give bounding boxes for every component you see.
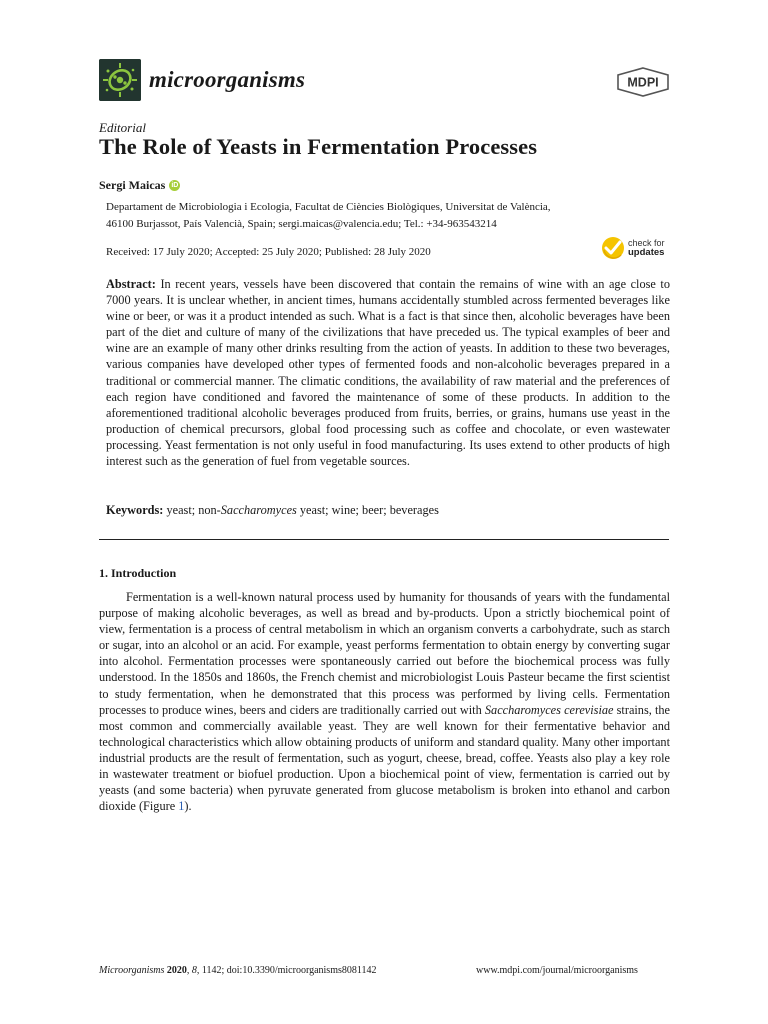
keywords-text: yeast; wine; beer; beverages: [299, 503, 439, 517]
species-name: Saccharomyces cerevisiae: [484, 702, 614, 717]
keywords-text: yeast; non-: [166, 503, 221, 517]
citation-footer: Microorganisms 2020, 8, 1142; doi:10.3390/microorganisms8081142: [99, 965, 377, 976]
affiliation-line: Departament de Microbiologia i Ecologia, Facultat de Ciències Biològiques, Universitat de València,: [106, 201, 551, 213]
paragraph: [99, 589, 670, 814]
article-type: Editorial: [99, 120, 146, 135]
abstract-text: In recent years, vessels have been discovered that contain the remains of wine with an age close to 7000 years. It is unclear whether, in ancient times, humans accidentally stumbled across fermented beverages like wine or beer, or was it a product intended as such. What is a fact is that since then, alcoholic beverages have been part of the diet and culture of many of the civilizations that have preceded us. The typical examples of beer and wine are an example of many other drinks resulting from the action of yeasts. In addition to these two beverages, various companies have developed other types of fermented foods and non-alcoholic beverages prepared in a traditional or commercial manner. The climatic conditions, the availability of raw material and the preferences of each region have conditioned and favored the maintenance of some of these products. In addition to the aforementioned traditional alcoholic beverages produced from fruits, berries, or grains, humans use yeast in the production of chemical precursors, global food processing such as coffee and chocolate, or even wastewater processing. Yeast fermentation is not only useful in food manufacturing. Its uses extend to other products of high interest such as the generation of fuel from vegetable sources.: [106, 277, 670, 469]
publisher-name: MDPI: [627, 75, 659, 90]
footer-volume: 8: [191, 965, 197, 976]
journal-logo-icon[interactable]: [99, 59, 141, 101]
author: [99, 178, 180, 193]
footer-year: 2020: [166, 965, 187, 976]
abstract: [106, 276, 670, 469]
footer-journal: Microorganisms: [99, 965, 165, 976]
section-heading: 1. Introduction: [99, 566, 177, 580]
abstract-label: Abstract:: [106, 277, 156, 291]
publication-dates: Received: 17 July 2020; Accepted: 25 July 2020; Published: 28 July 2020: [106, 246, 431, 258]
keywords-label: Keywords:: [106, 503, 164, 517]
journal-name[interactable]: microorganisms: [149, 67, 306, 92]
check-updates-icon: [601, 236, 625, 260]
check-updates-line: updates: [628, 247, 665, 258]
footer-doi: , 1142; doi:10.3390/microorganisms8081142: [196, 965, 377, 976]
keywords-italic: Saccharomyces: [220, 503, 297, 517]
section-divider: [99, 539, 669, 540]
affiliation: [106, 199, 646, 232]
paragraph-text: strains, the most common and commercially available yeast. They are well known for their fermentative behavior and technological characteristics which allow obtaining products of uniform and standard quality. Many other important industrial products are the result of fermentation, such as yogurt, cheese, bread, coffee. Yeasts also play a key role in wastewater treatment or biofuel production. Upon a biochemical point of view, fermentation is carried out by yeasts (and some bacteria) when pyruvate generated from glucose metabolism is broken into ethanol and carbon dioxide (Figure: [99, 702, 671, 814]
author-name[interactable]: Sergi Maicas: [99, 178, 166, 192]
check-updates-line: check for: [628, 237, 665, 248]
orcid-icon[interactable]: iD: [171, 182, 179, 189]
journal-url-link[interactable]: www.mdpi.com/journal/microorganisms: [476, 965, 638, 976]
paragraph-text: ).: [184, 799, 192, 814]
keywords: [106, 503, 439, 518]
paragraph-text: Fermentation is a well-known natural process used by humanity for thousands of years with the fundamental purpose of making alcoholic beverages, as well as bread and by-products. Upon a strictly biochemical point of view, fermentation is a process of central metabolism in which an organism converts a carbohydrate, such as starch or sugar, into an alcohol or an acid. For example, yeast performs fermentation to obtain energy by converting sugar into alcohol. Fermentation processes were spontaneously carried out before the biochemical process was fully understood. In the 1850s and 1860s, the French chemist and microbiologist Louis Pasteur became the first scientist to study fermentation, when he demonstrated that this process was performed by living cells. Fermentation processes to produce wines, beers and ciders are traditionally carried out with: [99, 590, 670, 717]
page-title: The Role of Yeasts in Fermentation Processes: [99, 134, 538, 159]
affiliation-line: 46100 Burjassot, País Valencià, Spain; sergi.maicas@valencia.edu; Tel.: +34-963543214: [106, 217, 497, 230]
check-for-updates-button[interactable]: [601, 236, 665, 260]
mdpi-logo-icon[interactable]: [615, 67, 671, 102]
figure-link[interactable]: 1: [178, 799, 185, 814]
introduction-body: [99, 589, 670, 814]
